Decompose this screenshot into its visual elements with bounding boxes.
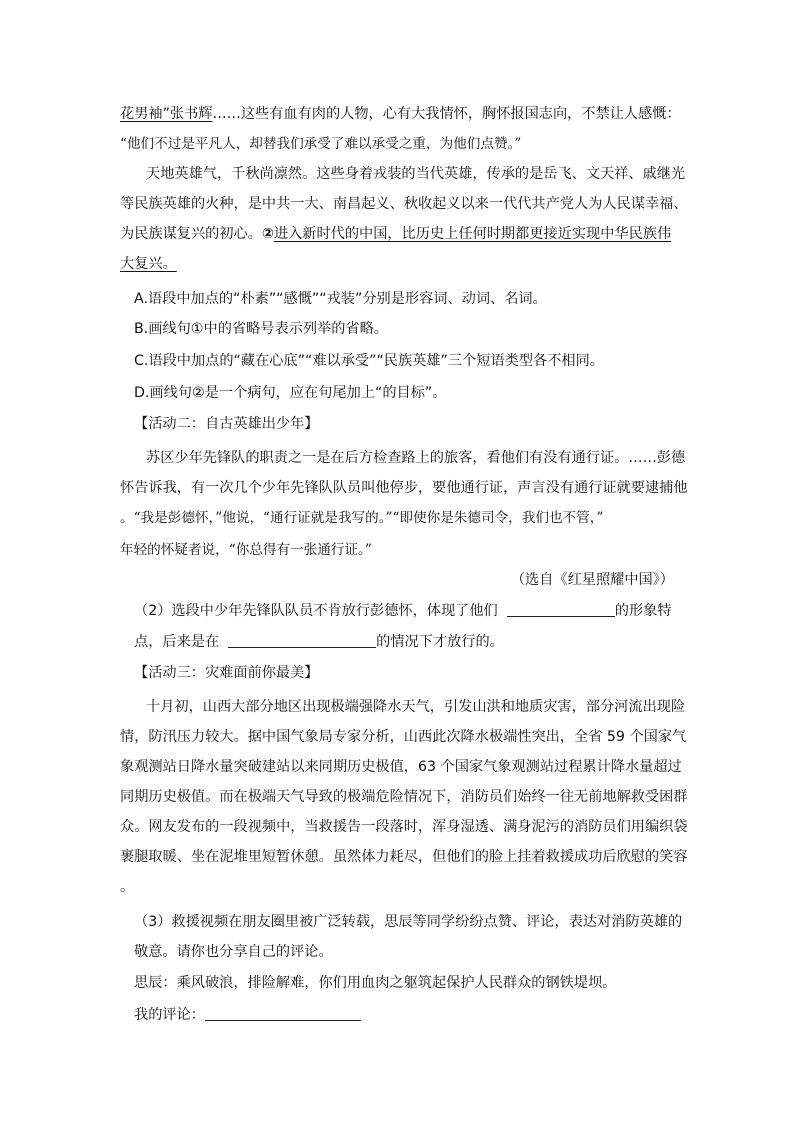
question-text: 的形象特 (614, 603, 672, 619)
activity3-line2: 情，防汛压力较大。据中国气象局专家分析，山西此次降水极端性突出，全省 59 个国家气 (120, 729, 687, 745)
my-comment-label: 我的评论： (134, 1007, 205, 1023)
underlined-sentence-end: 大复兴。 (120, 256, 177, 272)
underlined-text: 花男袖”张书辉 (120, 106, 213, 122)
source-citation: （选自《红星照耀中国》） (510, 572, 674, 588)
question-text: （2）选段中少年先锋队队员不肯放行彭德怀，体现了他们 (134, 603, 498, 619)
activity3-line1: 十月初，山西大部分地区出现极端强降水天气，引发山洪和地质灾害，部分河流出现险 (146, 699, 686, 715)
paragraph2-line1: 天地英雄气，千秋尚凛然。这些身着戎装的当代英雄，传承的是岳飞、文天祥、戚继光 (146, 166, 686, 182)
paragraph2-line4 (120, 254, 177, 274)
option-c: C.语段中加点的“藏在心底”“难以承受”“民族英雄”三个短语类型各不相同。 (134, 353, 604, 369)
question2-line1 (134, 601, 672, 621)
activity3-line6: 裹腿取暖、坐在泥堆里短暂休憩。虽然体力耗尽，但他们的脸上挂着救援成功后欣慰的笑容 (120, 849, 688, 865)
paragraph2-line3 (120, 224, 671, 244)
activity3-line7: 。 (120, 879, 135, 895)
question3-line2: 敬意。请你也分享自己的评论。 (134, 944, 333, 960)
activity2-line1: 苏区少年先锋队的职责之一是在后方检查路上的旅客，看他们有没有通行证。……彭德 (146, 450, 686, 466)
my-comment-blank[interactable] (205, 1006, 361, 1021)
activity3-title: 【活动三：灾难面前你最美】 (134, 665, 319, 681)
activity2-line4: 年轻的怀疑者说，“你总得有一张通行证。” (120, 542, 372, 558)
activity2-title: 【活动二：自古英雄出少年】 (134, 416, 319, 432)
question3-line1: （3）救援视频在朋友圈里被广泛转载，思辰等同学纷纷点赞、评论，表达对消防英雄的 (134, 914, 683, 930)
underlined-sentence: 进入新时代的中国，比历史上任何时期都更接近实现中华民族伟 (273, 226, 672, 242)
paragraph1-line1 (120, 104, 681, 124)
paragraph-text: ……这些有血有肉的人物，心有大我情怀，胸怀报国志向，不禁让人感慨： (212, 106, 681, 122)
activity3-line5: 众。网友发布的一段视频中，当救援告一段落时，浑身湿透、满身泥污的消防员们用编织袋 (120, 819, 688, 835)
answer-blank-1[interactable] (507, 602, 615, 617)
paragraph-text: 为民族谋复兴的初心。 (120, 226, 262, 242)
paragraph2-line2: 等民族英雄的火种，是中共一大、南昌起义、秋收起义以来一代代共产党人为人民谋幸福、 (120, 196, 688, 212)
activity2-line3: 。“我是彭德怀，”他说，“通行证就是我写的。”“即使你是朱德司令，我们也不管，” (120, 510, 604, 526)
activity3-line3: 象观测站日降水量突破建站以来同期历史极值，63 个国家气象观测站过程累计降水量超过 (120, 759, 682, 775)
option-a: A.语段中加点的“朴素”“感慨”“戎装”分别是形容词、动词、名词。 (134, 291, 547, 307)
option-b: B.画线句①中的省略号表示列举的省略。 (134, 321, 388, 337)
activity3-line4: 同期历史极值。而在极端天气导致的极端危险情况下，消防员们始终一往无前地解救受困群 (120, 789, 688, 805)
my-comment-row (134, 1005, 361, 1025)
sichen-comment: 思辰：乘风破浪，排险解难，你们用血肉之躯筑起保护人民群众的钢铁堤坝。 (134, 975, 617, 991)
question-text: 点，后来是在 (134, 634, 220, 650)
circled-number-two: ② (261, 226, 274, 242)
option-d: D.画线句②是一个病句，应在句尾加上“的目标”。 (134, 385, 447, 401)
question2-line2 (134, 632, 504, 652)
question-text: 的情况下才放行的。 (376, 634, 504, 650)
paragraph1-quote: “他们不过是平凡人，却替我们承受了难以承受之重，为他们点赞。” (120, 136, 522, 152)
answer-blank-2[interactable] (228, 633, 376, 648)
activity2-line2: 怀告诉我，有一次几个少年先锋队队员叫他停步，要他通行证，声言没有通行证就要逮捕他 (120, 480, 688, 496)
